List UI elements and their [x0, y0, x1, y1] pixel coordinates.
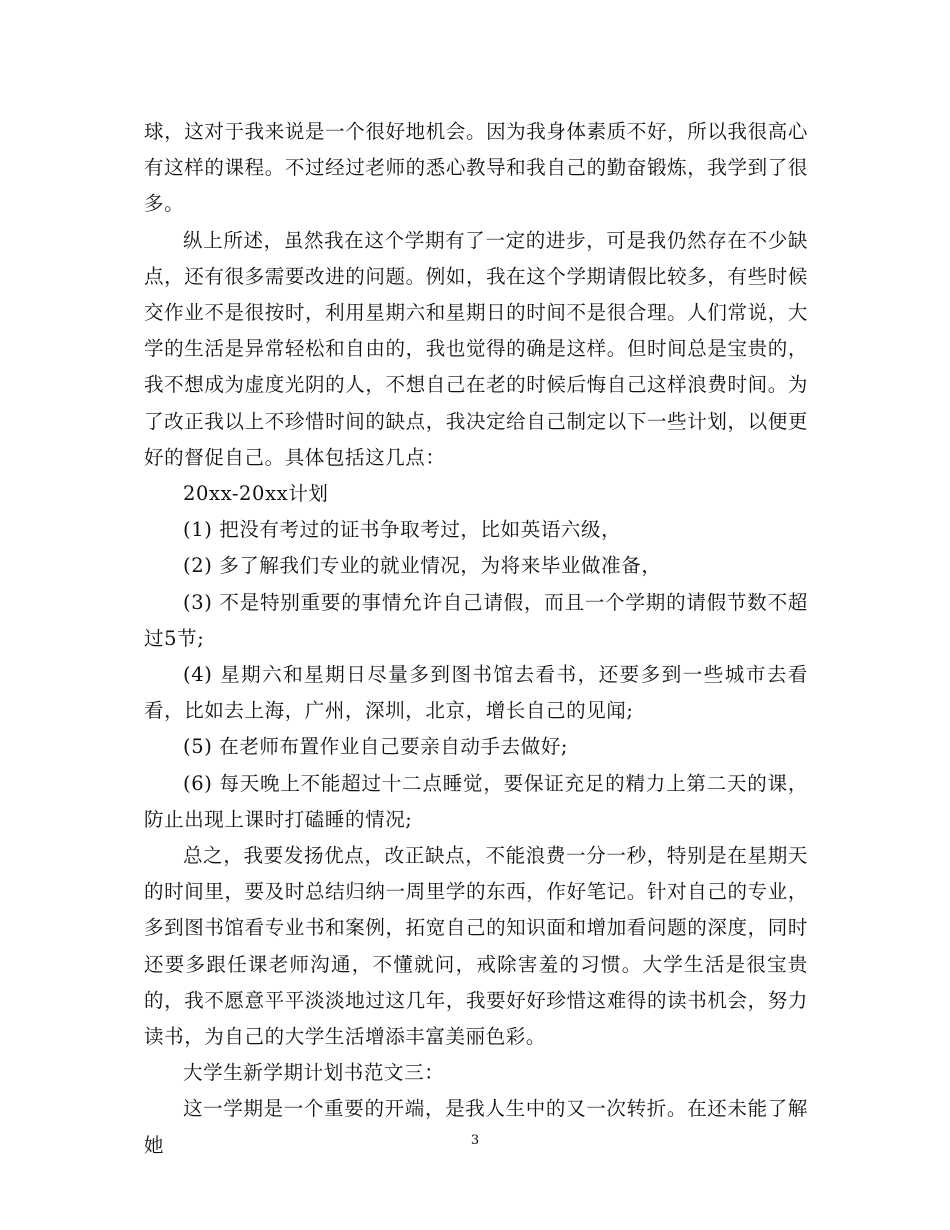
- plan-item-4: (4) 星期六和星期日尽量多到图书馆去看书，还要多到一些城市去看看，比如去上海，广州，深圳，北京，增长自己的见闻;: [144, 663, 808, 723]
- plan-item-1: (1) 把没有考过的证书争取考过，比如英语六级，: [183, 518, 622, 542]
- summary-paragraph: 总之，我要发扬优点，改正缺点，不能浪费一分一秒，特别是在星期天的时间里，要及时总结归纳一周里学的东西，作好笔记。针对自己的专业，多到图书馆看专业书和案例，拓宽自己的知识面和增加看问题的深度，同时还要多跟任课老师沟通，不懂就问，戒除害羞的习惯。大学生活是很宝贵的，我不愿意平平淡淡地过这几年，我要好好珍惜这难得的读书机会，努力读书，为自己的大学生活增添丰富美丽色彩。: [144, 844, 808, 1049]
- plan-heading: 20xx-20xx计划: [183, 482, 329, 506]
- plan-item-5: (5) 在老师布置作业自己要亲自动手去做好;: [183, 735, 569, 759]
- paragraph-1: 球，这对于我来说是一个很好地机会。因为我身体素质不好，所以我很高心有这样的课程。不过经过老师的悉心教导和我自己的勤奋锻炼，我学到了很多。: [144, 120, 808, 216]
- plan-item-2: (2) 多了解我们专业的就业情况，为将来毕业做准备，: [183, 554, 662, 578]
- page-number: 3: [470, 1133, 480, 1148]
- plan-item-6: (6) 每天晚上不能超过十二点睡觉，要保证充足的精力上第二天的课，防止出现上课时打磕睡的情况;: [144, 771, 808, 831]
- document-body: [144, 114, 808, 1164]
- section-heading: 大学生新学期计划书范文三：: [183, 1061, 445, 1085]
- paragraph-2: 纵上所述，虽然我在这个学期有了一定的进步，可是我仍然存在不少缺点，还有很多需要改进的问题。例如，我在这个学期请假比较多，有些时候交作业不是很按时，利用星期六和星期日的时间不是很合理。人们常说，大学的生活是异常轻松和自由的，我也觉得的确是这样。但时间总是宝贵的，我不想成为虚度光阴的人，不想自己在老的时候后悔自己这样浪费时间。为了改正我以上不珍惜时间的缺点，我决定给自己制定以下一些计划，以便更好的督促自己。具体包括这几点：: [144, 228, 808, 469]
- plan-item-3: (3) 不是特别重要的事情允许自己请假，而且一个学期的请假节数不超过5节;: [144, 590, 808, 650]
- closing-paragraph: 这一学期是一个重要的开端，是我人生中的又一次转折。在还未能了解她: [144, 1097, 808, 1157]
